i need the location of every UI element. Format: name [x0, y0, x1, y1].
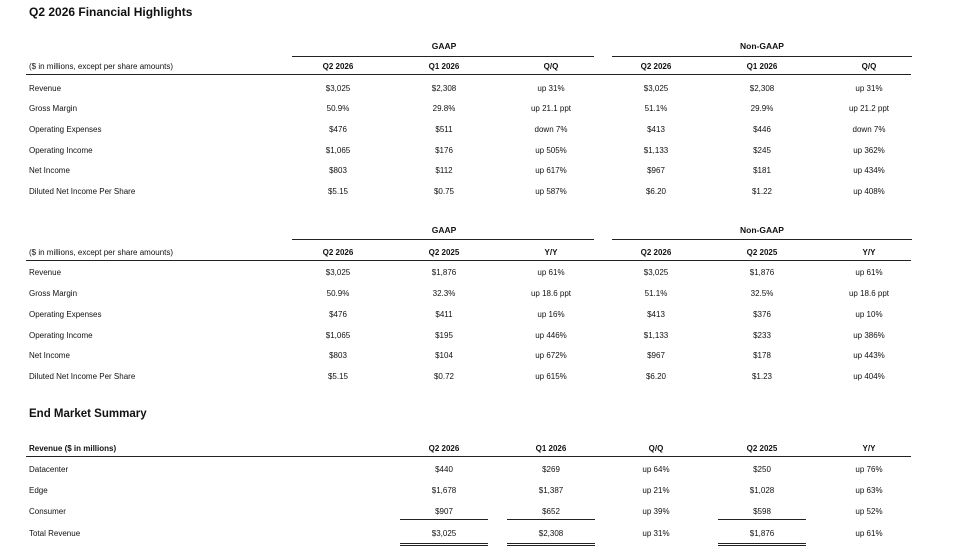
column-header: Q2 2025 — [746, 444, 778, 453]
nongaap-group-label: Non-GAAP — [740, 41, 784, 51]
column-header: Q2 2025 — [428, 248, 460, 257]
table-cell: $1.23 — [751, 372, 773, 381]
table-cell: up 39% — [642, 507, 670, 516]
table-cell: $1,678 — [431, 486, 457, 495]
row-label: Consumer — [29, 507, 66, 516]
table-cell: $440 — [435, 465, 453, 474]
header-rule — [26, 456, 911, 457]
column-header: Q2 2026 — [322, 62, 354, 71]
table-cell: $476 — [329, 125, 347, 134]
table-cell: up 443% — [853, 351, 885, 360]
table-cell: $2,308 — [749, 84, 775, 93]
table-cell: 51.1% — [644, 104, 668, 113]
table-cell: up 16% — [537, 310, 565, 319]
table-cell: up 434% — [853, 166, 885, 175]
column-header: Q2 2026 — [640, 62, 672, 71]
table-cell: $195 — [435, 331, 453, 340]
table-cell: $3,025 — [643, 268, 669, 277]
table-cell: $176 — [435, 146, 453, 155]
gaap-group-rule — [292, 56, 594, 57]
subtotal-rule — [507, 519, 595, 520]
table-cell: up 21% — [642, 486, 670, 495]
table-cell: $376 — [753, 310, 771, 319]
header-rule — [26, 74, 911, 75]
table-cell: $598 — [753, 507, 771, 516]
table-cell: $413 — [647, 310, 665, 319]
column-header: Q/Q — [648, 444, 664, 453]
column-header: Q2 2025 — [746, 248, 778, 257]
row-label: Net Income — [29, 166, 70, 175]
subtotal-rule — [400, 519, 488, 520]
table-cell: 51.1% — [644, 289, 668, 298]
total-rule — [507, 543, 595, 544]
table-cell: $803 — [329, 351, 347, 360]
total-rule — [718, 545, 806, 546]
column-header: Q1 2026 — [428, 62, 460, 71]
table-cell: $1,387 — [538, 486, 564, 495]
column-header: Q1 2026 — [535, 444, 567, 453]
table-cell: $3,025 — [431, 529, 457, 538]
table-cell: $245 — [753, 146, 771, 155]
table-cell: 32.3% — [432, 289, 456, 298]
table-cell: $3,025 — [643, 84, 669, 93]
column-header: Y/Y — [862, 444, 876, 453]
table-cell: up 63% — [855, 486, 883, 495]
nongaap-group-rule — [612, 239, 912, 240]
subtotal-rule — [718, 519, 806, 520]
row-label: Gross Margin — [29, 104, 78, 113]
table-cell: up 61% — [855, 529, 883, 538]
table-cell: up 18.6 ppt — [848, 289, 890, 298]
table-cell: $1,065 — [325, 146, 351, 155]
table-cell: up 587% — [535, 187, 567, 196]
table-cell: up 386% — [853, 331, 885, 340]
gaap-group-label: GAAP — [431, 41, 457, 51]
row-label: Operating Expenses — [29, 310, 102, 319]
table-cell: $1,133 — [643, 146, 669, 155]
table-cell: up 52% — [855, 507, 883, 516]
table-cell: up 61% — [855, 268, 883, 277]
table-cell: $652 — [542, 507, 560, 516]
table-cell: $2,308 — [538, 529, 564, 538]
table-cell: $5.15 — [327, 187, 349, 196]
table-cell: 50.9% — [326, 104, 350, 113]
table-cell: $1,876 — [749, 529, 775, 538]
table-cell: $907 — [435, 507, 453, 516]
table-cell: up 10% — [855, 310, 883, 319]
table-cell: up 21.2 ppt — [848, 104, 890, 113]
table-cell: up 408% — [853, 187, 885, 196]
row-label: Diluted Net Income Per Share — [29, 372, 136, 381]
row-label: Total Revenue — [29, 529, 81, 538]
table-cell: $3,025 — [325, 268, 351, 277]
table-cell: $233 — [753, 331, 771, 340]
table-cell: up 362% — [853, 146, 885, 155]
header-rule — [26, 260, 911, 261]
row-label: Operating Income — [29, 146, 93, 155]
column-header: Q/Q — [861, 62, 877, 71]
row-label: Gross Margin — [29, 289, 78, 298]
table-header-label: Revenue ($ in millions) — [29, 444, 117, 453]
row-label: Operating Expenses — [29, 125, 102, 134]
gaap-group-rule — [292, 239, 594, 240]
table-cell: $5.15 — [327, 372, 349, 381]
gaap-group-label: GAAP — [431, 225, 457, 235]
table-cell: up 615% — [535, 372, 567, 381]
total-rule — [400, 545, 488, 546]
column-header: Y/Y — [544, 248, 558, 257]
table-cell: $1,876 — [749, 268, 775, 277]
table-cell: $1.22 — [751, 187, 773, 196]
table-cell: $6.20 — [645, 372, 667, 381]
table-cell: up 21.1 ppt — [530, 104, 572, 113]
table-cell: $269 — [542, 465, 560, 474]
row-label: Operating Income — [29, 331, 93, 340]
table-cell: up 672% — [535, 351, 567, 360]
table-cell: $6.20 — [645, 187, 667, 196]
table-cell: $967 — [647, 351, 665, 360]
table-cell: up 61% — [537, 268, 565, 277]
table-cell: $511 — [435, 125, 453, 134]
table-cell: $178 — [753, 351, 771, 360]
table-cell: $1,028 — [749, 486, 775, 495]
page-title: Q2 2026 Financial Highlights — [29, 5, 193, 19]
table-cell: 50.9% — [326, 289, 350, 298]
row-label: Revenue — [29, 84, 62, 93]
table-cell: down 7% — [534, 125, 568, 134]
table-cell: 29.9% — [750, 104, 774, 113]
table-cell: $2,308 — [431, 84, 457, 93]
column-header: Y/Y — [862, 248, 876, 257]
table-cell: up 76% — [855, 465, 883, 474]
table-cell: $0.75 — [433, 187, 455, 196]
table-cell: $476 — [329, 310, 347, 319]
table-cell: $446 — [753, 125, 771, 134]
table-cell: up 31% — [537, 84, 565, 93]
table-cell: up 31% — [642, 529, 670, 538]
column-header: Q2 2026 — [640, 248, 672, 257]
table-cell: $3,025 — [325, 84, 351, 93]
table-cell: $181 — [753, 166, 771, 175]
table-header-label: ($ in millions, except per share amounts) — [29, 248, 174, 257]
total-rule — [718, 543, 806, 544]
column-header: Q2 2026 — [428, 444, 460, 453]
table-cell: $967 — [647, 166, 665, 175]
nongaap-group-rule — [612, 56, 912, 57]
table-cell: up 617% — [535, 166, 567, 175]
table-cell: up 18.6 ppt — [530, 289, 572, 298]
table-cell: $250 — [753, 465, 771, 474]
table-cell: up 446% — [535, 331, 567, 340]
table-cell: $112 — [435, 166, 453, 175]
table-cell: $411 — [435, 310, 453, 319]
table-cell: $1,133 — [643, 331, 669, 340]
table-cell: $1,065 — [325, 331, 351, 340]
column-header: Q/Q — [543, 62, 559, 71]
row-label: Datacenter — [29, 465, 69, 474]
table-cell: $803 — [329, 166, 347, 175]
column-header: Q2 2026 — [322, 248, 354, 257]
nongaap-group-label: Non-GAAP — [740, 225, 784, 235]
section-title: End Market Summary — [29, 408, 147, 420]
table-cell: up 404% — [853, 372, 885, 381]
table-cell: $104 — [435, 351, 453, 360]
table-cell: up 505% — [535, 146, 567, 155]
row-label: Revenue — [29, 268, 62, 277]
total-rule — [507, 545, 595, 546]
table-cell: up 64% — [642, 465, 670, 474]
row-label: Diluted Net Income Per Share — [29, 187, 136, 196]
row-label: Edge — [29, 486, 48, 495]
table-cell: down 7% — [852, 125, 886, 134]
row-label: Net Income — [29, 351, 70, 360]
column-header: Q1 2026 — [746, 62, 778, 71]
table-header-label: ($ in millions, except per share amounts) — [29, 62, 174, 71]
table-cell: 32.5% — [750, 289, 774, 298]
table-cell: $1,876 — [431, 268, 457, 277]
table-cell: up 31% — [855, 84, 883, 93]
table-cell: 29.8% — [432, 104, 456, 113]
table-cell: $413 — [647, 125, 665, 134]
total-rule — [400, 543, 488, 544]
table-cell: $0.72 — [433, 372, 455, 381]
